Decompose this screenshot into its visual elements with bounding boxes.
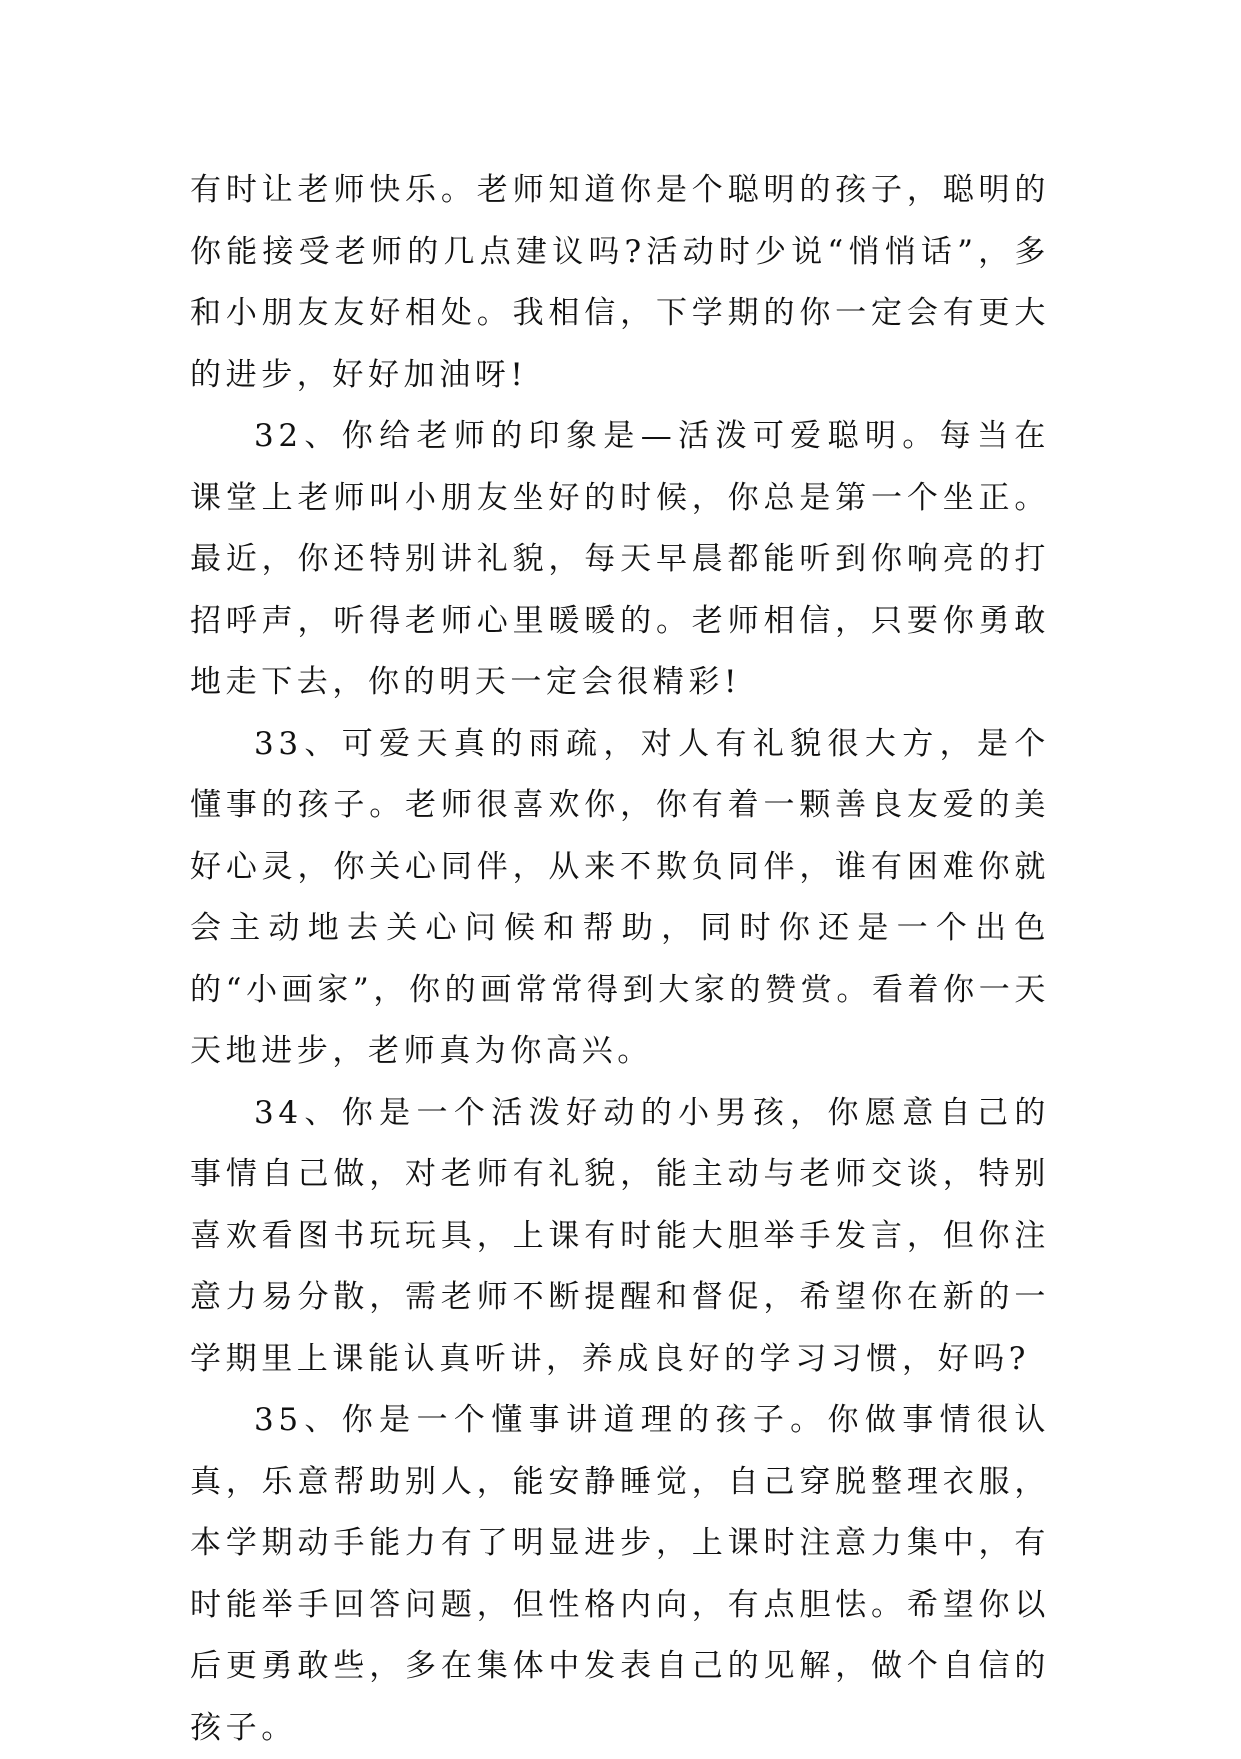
document-body [190, 160, 1050, 1759]
paragraph-35: 35、你是一个懂事讲道理的孩子。你做事情很认真，乐意帮助别人，能安静睡觉，自己穿脱整理衣服，本学期动手能力有了明显进步，上课时注意力集中，有时能举手回答问题，但性格内向，有点胆怯。希望你以后更勇敢些，多在集体中发表自己的见解，做个自信的孩子。 [190, 1402, 1050, 1746]
paragraph-continued: 有时让老师快乐。老师知道你是个聪明的孩子，聪明的你能接受老师的几点建议吗?活动时少说“悄悄话”，多和小朋友友好相处。我相信，下学期的你一定会有更大的进步，好好加油呀! [190, 172, 1050, 393]
paragraph-34: 34、你是一个活泼好动的小男孩，你愿意自己的事情自己做，对老师有礼貌，能主动与老师交谈，特别喜欢看图书玩玩具，上课有时能大胆举手发言，但你注意力易分散，需老师不断提醒和督促，希望你在新的一学期里上课能认真听讲，养成良好的学习习惯，好吗? [190, 1094, 1050, 1377]
paragraph-33: 33、可爱天真的雨疏，对人有礼貌很大方，是个懂事的孩子。老师很喜欢你，你有着一颗善良友爱的美好心灵，你关心同伴，从来不欺负同伴，谁有困难你就会主动地去关心问候和帮助，同时你还是一个出色的“小画家”，你的画常常得到大家的赞赏。看着你一天天地进步，老师真为你高兴。 [190, 725, 1050, 1069]
paragraph-32: 32、你给老师的印象是—活泼可爱聪明。每当在课堂上老师叫小朋友坐好的时候，你总是第一个坐正。最近，你还特别讲礼貌，每天早晨都能听到你响亮的打招呼声，听得老师心里暖暖的。老师相信，只要你勇敢地走下去，你的明天一定会很精彩! [190, 418, 1050, 700]
